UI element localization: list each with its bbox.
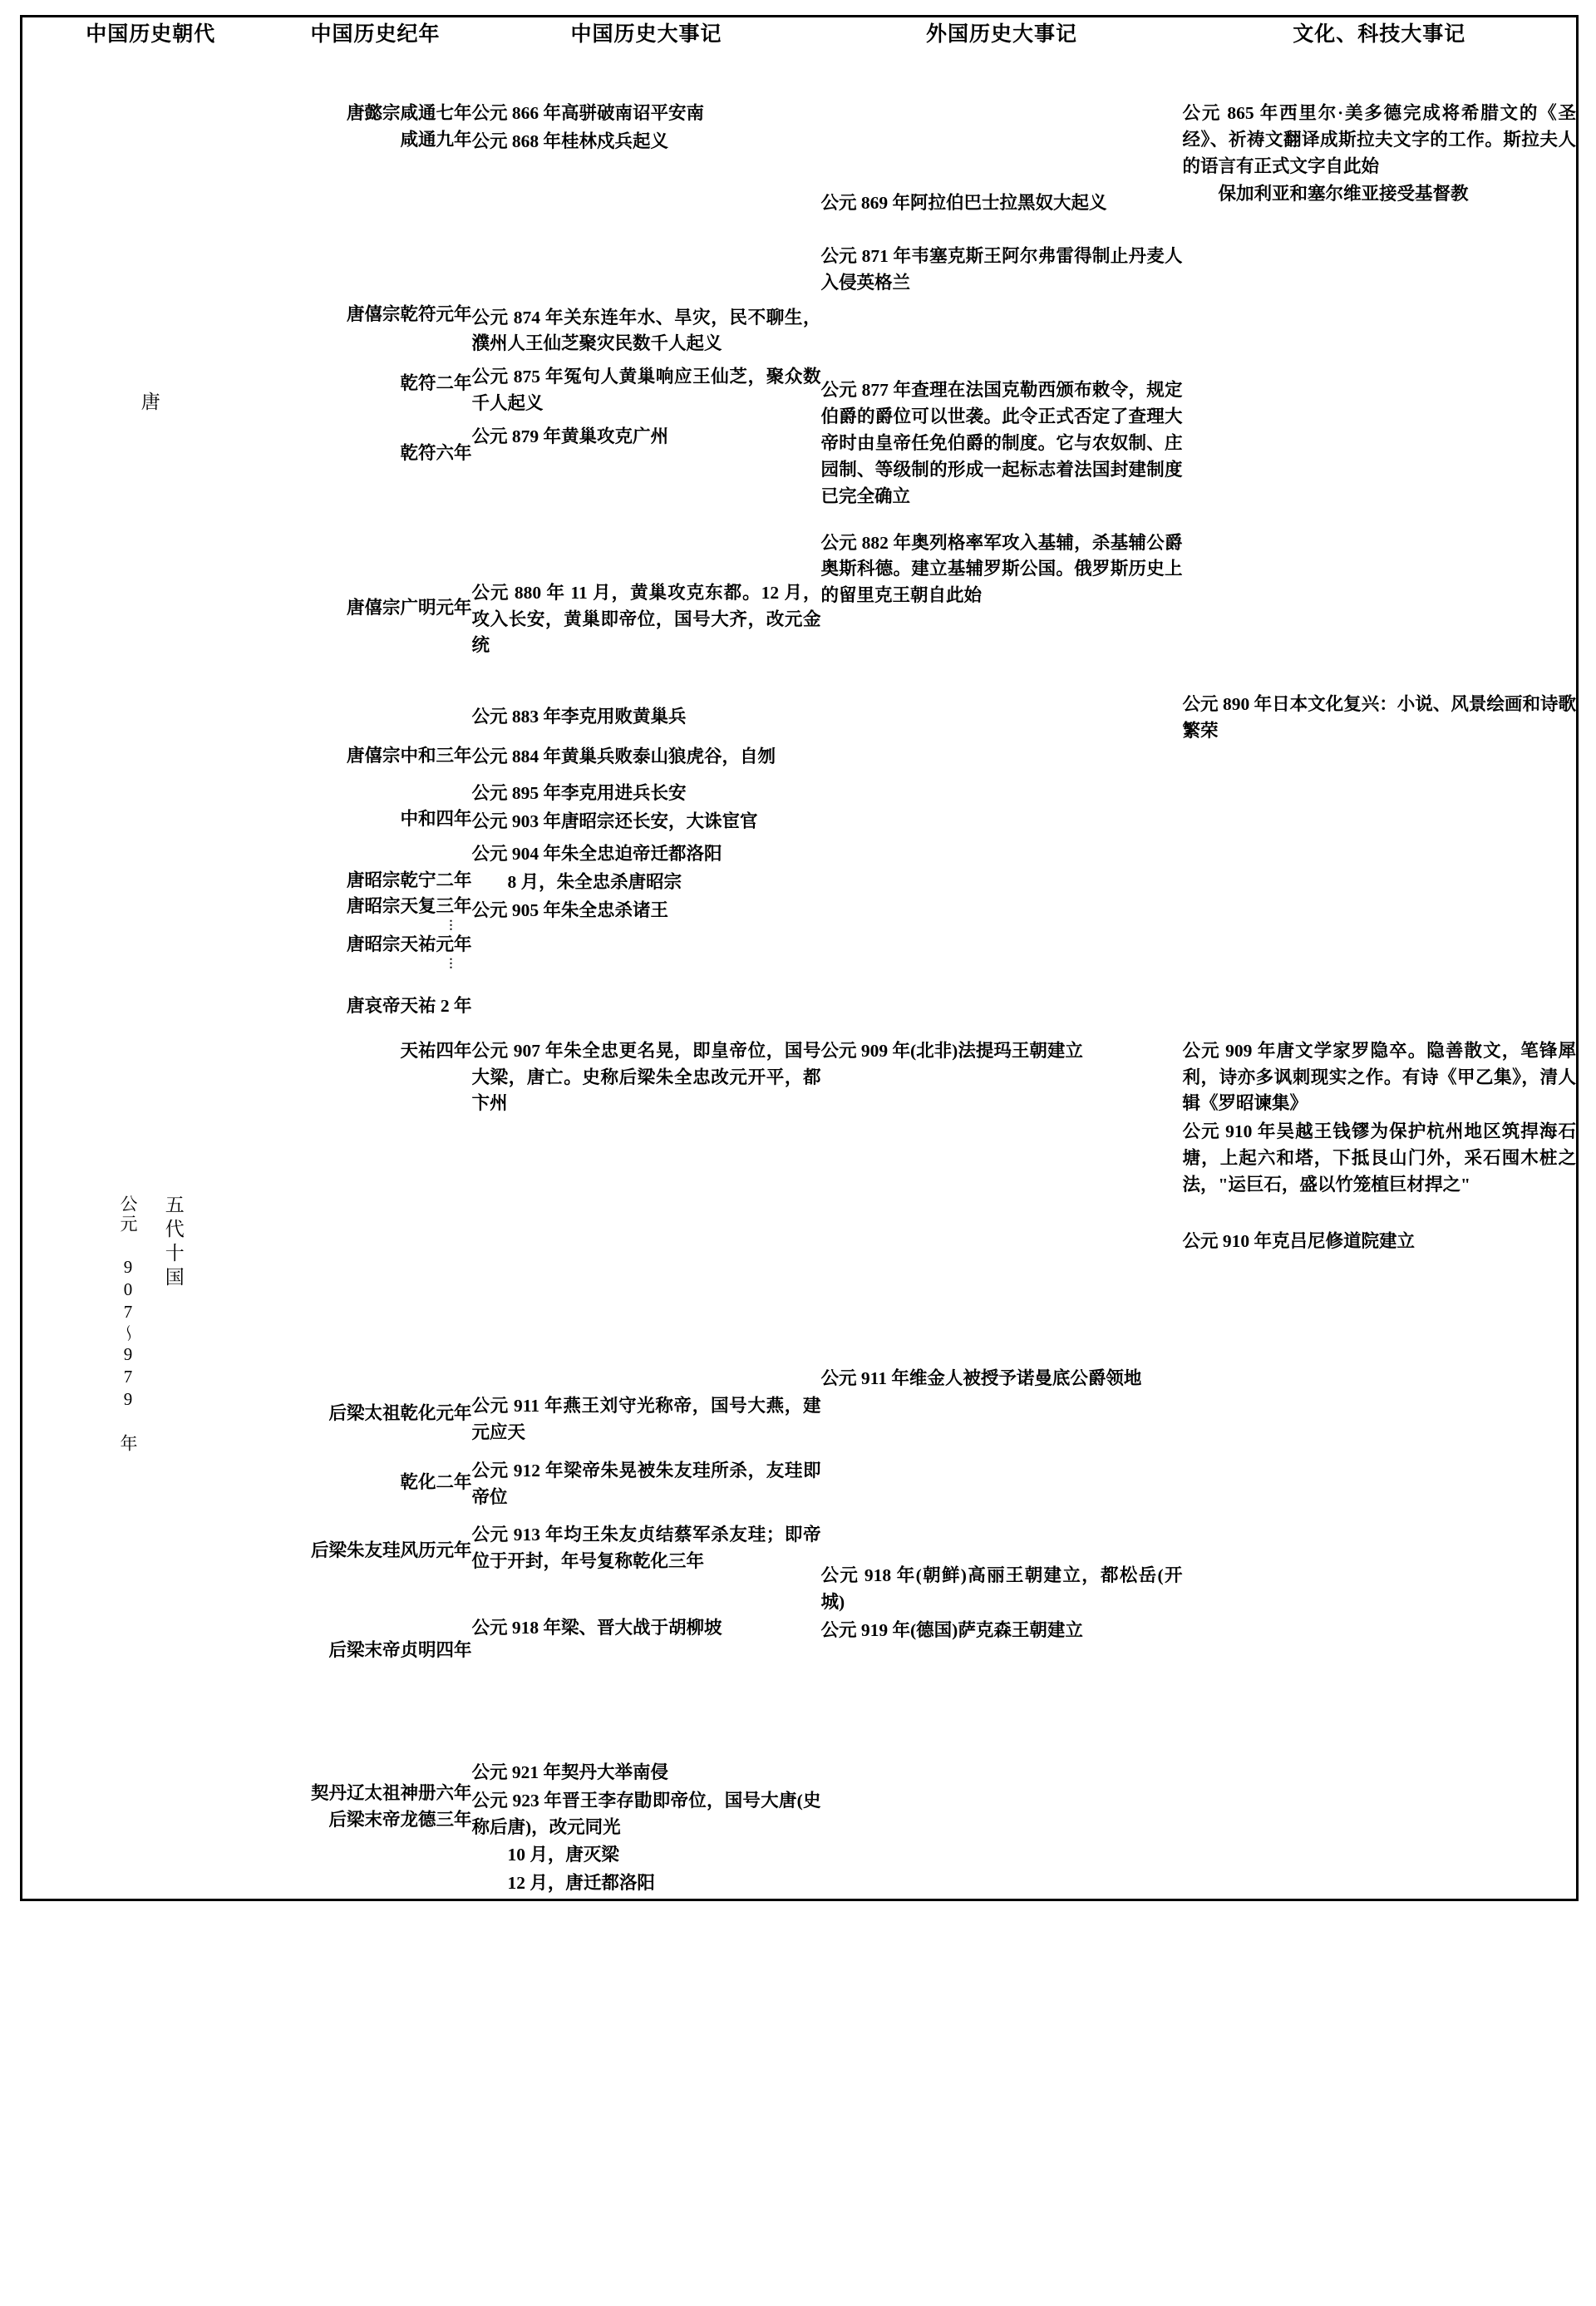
event-text: 公元 919 年(德国)萨克森王朝建立 xyxy=(820,1620,1083,1640)
dynasty-range-vertical: 公元 907～979 年 xyxy=(118,1194,138,1454)
event-text: 公元 865 年西里尔·美多德完成将希腊文的《圣经》、祈祷文翻译成斯拉夫文字的工作。斯拉夫人的语言有正式文字自此始 xyxy=(1182,103,1576,176)
foreign-events-cell-wudai xyxy=(821,1020,1183,1900)
event-text: 公元 875 年冤句人黄巢响应王仙芝，聚众数千人起义 xyxy=(471,367,821,414)
era-ellipsis: ⋮ xyxy=(445,957,459,970)
event-text: 公元 895 年李克用进兵长安 xyxy=(471,782,687,803)
event-text: 公元 890 年日本文化复兴：小说、风景绘画和诗歌繁荣 xyxy=(1182,694,1576,742)
dynasty-cell-wudai xyxy=(22,1020,279,1900)
china-events-cell-wudai xyxy=(472,1020,821,1900)
table-header xyxy=(22,17,1578,48)
foreign-events-cell-tang xyxy=(821,47,1183,1020)
era-label: 乾化二年 xyxy=(400,1472,472,1493)
event-text: 12 月，唐迁都洛阳 xyxy=(507,1873,655,1894)
era-label: 后梁末帝贞明四年 xyxy=(328,1640,472,1660)
event-text: 公元 866 年高骈破南诏平安南 xyxy=(471,103,705,123)
chronology-table xyxy=(20,15,1579,1901)
column-header-era: 中国历史纪年 xyxy=(310,23,441,46)
event-text: 公元 911 年燕王刘守光称帝，国号大燕，建元应天 xyxy=(471,1396,821,1442)
event-text: 公元 903 年唐昭宗还长安，大诛宦官 xyxy=(471,811,758,831)
era-label: 乾符二年 xyxy=(400,373,472,394)
era-label: 后梁太祖乾化元年 xyxy=(328,1402,472,1423)
column-header-culture-events: 文化、科技大事记 xyxy=(1293,23,1466,46)
dynasty-label-wudai xyxy=(22,1195,279,1454)
header-row xyxy=(22,17,1578,48)
event-text: 公元 909 年唐文学家罗隐卒。隐善散文，笔锋犀利，诗亦多讽刺现实之作。有诗《甲乙集》，清人辑《罗昭谏集》 xyxy=(1182,1040,1576,1114)
era-label: 唐哀帝天祐 2 年 xyxy=(346,995,472,1016)
era-cell-tang xyxy=(279,47,472,1020)
event-text: 公元 911 年维金人被授予诺曼底公爵领地 xyxy=(820,1367,1142,1388)
era-label: 后梁朱友珪风历元年 xyxy=(310,1540,472,1561)
era-label: 唐僖宗广明元年 xyxy=(346,598,472,618)
culture-events-cell-tang xyxy=(1183,47,1578,1020)
era-label: 咸通九年 xyxy=(400,129,472,150)
event-text: 公元 871 年韦塞克斯王阿尔弗雷得制止丹麦人入侵英格兰 xyxy=(820,245,1183,293)
event-text: 公元 904 年朱全忠迫帝迁都洛阳 xyxy=(471,844,722,865)
event-text: 公元 884 年黄巢兵败泰山狼虎谷，自刎 xyxy=(471,746,776,766)
era-label: 唐僖宗乾符元年 xyxy=(346,303,472,324)
table-row xyxy=(22,47,1578,1020)
event-text: 公元 921 年契丹大举南侵 xyxy=(471,1762,669,1782)
event-text: 公元 910 年克吕尼修道院建立 xyxy=(1182,1230,1416,1251)
event-text: 8 月，朱全忠杀唐昭宗 xyxy=(507,872,682,893)
event-text: 公元 910 年吴越王钱镠为保护杭州地区筑捍海石塘，上起六和塔，下抵艮山门外，采石囤木桩之法，"运巨石，盛以竹笼植巨材捍之" xyxy=(1182,1121,1576,1195)
event-text: 公元 912 年梁帝朱晃被朱友珪所杀，友珪即帝位 xyxy=(471,1460,821,1507)
era-label: 契丹辽太祖神册六年 xyxy=(310,1782,472,1803)
era-label: 唐昭宗天祐元年 xyxy=(346,934,472,955)
event-text: 公元 874 年关东连年水、旱灾，民不聊生，濮州人王仙芝聚灾民数千人起义 xyxy=(471,307,821,354)
event-text: 公元 869 年阿拉伯巴士拉黑奴大起义 xyxy=(820,193,1107,213)
era-label: 乾符六年 xyxy=(400,443,472,464)
event-text: 公元 879 年黄巢攻克广州 xyxy=(471,426,669,446)
event-text: 公元 918 年(朝鲜)高丽王朝建立，都松岳(开城) xyxy=(820,1565,1183,1613)
era-label: 中和四年 xyxy=(400,808,472,829)
table-body xyxy=(22,47,1578,1899)
event-text: 公元 882 年奥列格率军攻入基辅，杀基辅公爵奥斯科德。建立基辅罗斯公国。俄罗斯历史上的留里克王朝自此始 xyxy=(820,532,1183,606)
column-header-foreign-events: 外国历史大事记 xyxy=(925,23,1077,46)
event-text: 保加利亚和塞尔维亚接受基督教 xyxy=(1218,184,1469,204)
event-text: 公元 905 年朱全忠杀诸王 xyxy=(471,900,669,920)
column-header-dynasty: 中国历史朝代 xyxy=(86,23,216,46)
event-text: 10 月，唐灭梁 xyxy=(507,1845,619,1865)
era-ellipsis: ⋮ xyxy=(445,919,459,933)
china-events-cell-tang xyxy=(472,47,821,1020)
event-text: 公元 907 年朱全忠更名晃，即皇帝位，国号大梁，唐亡。史称后梁朱全忠改元开平，都卞州 xyxy=(471,1040,821,1114)
era-label: 后梁末帝龙德三年 xyxy=(328,1809,472,1830)
event-text: 公元 923 年晋王李存勖即帝位，国号大唐(史称后唐)，改元同光 xyxy=(471,1790,821,1837)
dynasty-label-tang: 唐 xyxy=(140,392,160,412)
era-label: 唐僖宗中和三年 xyxy=(346,745,472,766)
table-row xyxy=(22,1020,1578,1900)
event-text: 公元 880 年 11 月，黄巢攻克东都。12 月，攻入长安，黄巢即帝位，国号大齐，改元金统 xyxy=(471,582,821,656)
era-label: 唐懿宗咸通七年 xyxy=(346,103,472,123)
dynasty-name-vertical: 五代十国 xyxy=(162,1194,184,1291)
event-text: 公元 883 年李克用败黄巢兵 xyxy=(471,707,687,727)
event-text: 公元 918 年梁、晋大战于胡柳坡 xyxy=(471,1618,722,1638)
event-text: 公元 913 年均王朱友贞结蔡军杀友珪；即帝位于开封，年号复称乾化三年 xyxy=(471,1525,821,1572)
era-cell-wudai xyxy=(279,1020,472,1900)
column-header-china-events: 中国历史大事记 xyxy=(570,23,722,46)
dynasty-cell-tang xyxy=(22,47,279,1020)
era-label: 天祐四年 xyxy=(400,1040,472,1061)
event-text: 公元 868 年桂林戍兵起义 xyxy=(471,131,669,151)
era-label: 唐昭宗乾宁二年 xyxy=(346,870,472,890)
event-text: 公元 877 年查理在法国克勒西颁布敕令，规定伯爵的爵位可以世袭。此令正式否定了查理大帝时由皇帝任免伯爵的制度。它与农奴制、庄园制、等级制的形成一起标志着法国封建制度已完全确立 xyxy=(820,380,1183,506)
era-label: 唐昭宗天复三年 xyxy=(346,896,472,917)
culture-events-cell-wudai xyxy=(1183,1020,1578,1900)
event-text: 公元 909 年(北非)法提玛王朝建立 xyxy=(820,1040,1083,1061)
